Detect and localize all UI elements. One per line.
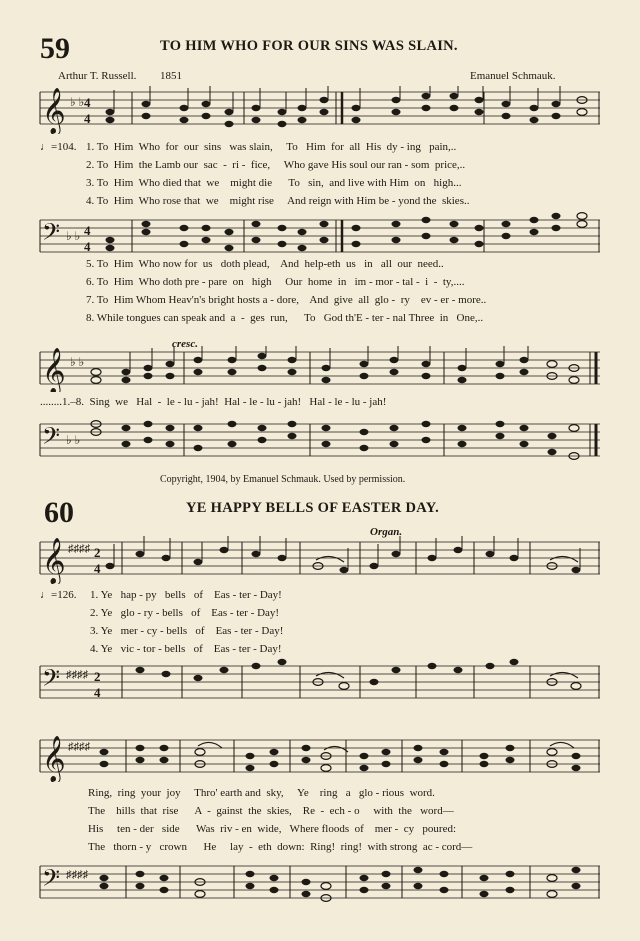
svg-text:♯♯♯♯: ♯♯♯♯ <box>68 741 90 753</box>
hymn-60-tempo: ♩=126. <box>40 589 77 601</box>
svg-text:𝄢: 𝄢 <box>42 666 61 697</box>
svg-text:𝄞: 𝄞 <box>42 538 66 583</box>
hymn-60-verse-3: 3. Ye mer - cy - bells of Eas - ter - Day! <box>90 625 284 637</box>
hymn-59-verse-4: 4. To Him Who rose that we might rise And reign with Him be - yond the skies.. <box>86 195 470 207</box>
hymn-60-line-2-verse-2: The hills that rise A - gainst the skies, Re - ech - o with the word— <box>88 805 454 817</box>
svg-text:𝄞: 𝄞 <box>42 348 66 392</box>
hymn-59-verse-8: 8. While tongues can speak and a - ges run, To God th'E - ter - nal Three in One,.. <box>86 312 484 324</box>
svg-text:2: 2 <box>94 545 101 560</box>
hymn-59-verse-2: 2. To Him the Lamb our sac - ri - fice, Who gave His soul our ran - som price,.. <box>86 159 466 171</box>
hymn-59-system-1-treble-staff <box>34 86 600 134</box>
svg-text:𝄞: 𝄞 <box>42 736 66 781</box>
hymn-60-verse-2: 2. Ye glo - ry - bells of Eas - ter - Day! <box>90 607 280 619</box>
hymn-60-title: YE HAPPY BELLS OF EASTER DAY. <box>186 500 440 516</box>
hymn-59-author: Arthur T. Russell. <box>58 70 137 82</box>
svg-text:♯♯♯♯: ♯♯♯♯ <box>66 669 88 681</box>
hymn-60-line-2-verse-3: His ten - der side Was riv - en wide, Where floods of mer - cy poured: <box>88 823 457 835</box>
svg-text:♯♯♯♯: ♯♯♯♯ <box>66 869 88 881</box>
svg-text:4: 4 <box>84 95 91 110</box>
svg-text:𝄢: 𝄢 <box>42 220 61 251</box>
hymn-59-tempo: ♩=104. <box>40 141 77 153</box>
hymn-60-system-2-bass-staff <box>34 856 600 912</box>
hymn-59-system-2-bass-staff <box>34 414 600 462</box>
hymn-60-organ-label: Organ. <box>370 526 403 538</box>
hymn-59-system-2-treble-staff <box>34 346 600 392</box>
hymn-60-verse-4: 4. Ye vic - tor - bells of Eas - ter - Day! <box>90 643 282 655</box>
hymn-59-title: TO HIM WHO FOR OUR SINS WAS SLAIN. <box>160 38 458 54</box>
hymn-60-system-2-treble-staff <box>34 734 600 782</box>
hymn-60-system-1-bass-staff <box>34 656 600 702</box>
svg-text:𝄢: 𝄢 <box>42 424 61 455</box>
hymn-59-copyright: Copyright, 1904, by Emanuel Schmauk. Used by permission. <box>160 474 406 485</box>
svg-text:4: 4 <box>94 561 101 576</box>
svg-text:𝄢: 𝄢 <box>42 866 61 897</box>
hymn-59-system-1-bass-staff <box>34 210 600 258</box>
hymn-59-year: 1851 <box>160 70 182 82</box>
svg-text:4: 4 <box>84 223 91 238</box>
hymn-60-line-2-verse-1: Ring, ring your joy Thro' earth and sky, Ye ring a glo - rious word. <box>88 787 435 799</box>
svg-text:♯♯♯♯: ♯♯♯♯ <box>68 543 90 555</box>
svg-text:4: 4 <box>94 685 101 700</box>
svg-text:4: 4 <box>84 239 91 254</box>
hymn-60-system-1-treble-staff <box>34 536 600 584</box>
hymn-59-number: 59 <box>40 32 70 65</box>
hymn-59-refrain-lyrics: ........1.–8. Sing we Hal - le - lu - jah! Hal - le - lu - jah! Hal - le - lu - jah! <box>40 396 387 408</box>
hymn-59-verse-1: 1. To Him Who for our sins was slain, To Him for all His dy - ing pain,.. <box>86 141 457 153</box>
svg-text:♭ ♭: ♭ ♭ <box>66 229 81 243</box>
hymn-59-verse-6: 6. To Him Who doth pre - pare on high Our home in im - mor - tal - i - ty,.... <box>86 276 465 288</box>
hymn-59-verse-5: 5. To Him Who now for us doth plead, And help-eth us in all our need.. <box>86 258 444 270</box>
hymn-60-verse-1: 1. Ye hap - py bells of Eas - ter - Day! <box>90 589 282 601</box>
hymn-59-verse-7: 7. To Him Whom Heav'n's bright hosts a - dore, And give all glo - ry ev - er - more.. <box>86 294 487 306</box>
hymn-59-composer: Emanuel Schmauk. <box>470 70 556 82</box>
svg-text:4: 4 <box>84 111 91 126</box>
svg-text:♭ ♭: ♭ ♭ <box>66 433 81 447</box>
svg-text:𝄞: 𝄞 <box>42 88 66 133</box>
svg-text:♭ ♭: ♭ ♭ <box>70 95 85 109</box>
hymn-59-verse-3: 3. To Him Who died that we might die To sin, and live with Him on high... <box>86 177 462 189</box>
hymn-60-number: 60 <box>44 496 74 529</box>
hymn-60-line-2-verse-4: The thorn - y crown He lay - eth down: Ring! ring! with strong ac - cord— <box>88 841 473 853</box>
hymn-59-cresc-marking: cresc. <box>172 338 198 350</box>
svg-text:♭ ♭: ♭ ♭ <box>70 355 85 369</box>
svg-text:2: 2 <box>94 669 101 684</box>
